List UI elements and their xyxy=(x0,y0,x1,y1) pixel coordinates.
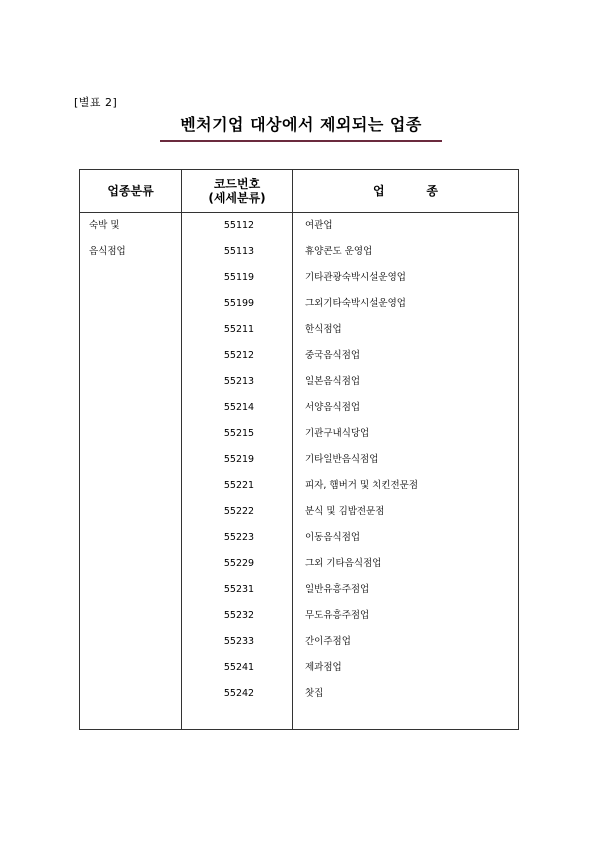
industry-code: 55199 xyxy=(223,298,255,309)
industry-name: 중국음식점업 xyxy=(305,350,361,361)
industry-name: 휴양콘도 운영업 xyxy=(305,246,373,257)
industry-name: 일반유흥주점업 xyxy=(305,584,370,595)
industry-name: 피자, 햄버거 및 치킨전문점 xyxy=(305,480,419,491)
code-list xyxy=(182,213,292,707)
industry-code: 55241 xyxy=(223,662,255,673)
industry-name: 무도유흥주점업 xyxy=(305,610,370,621)
code-cell xyxy=(182,213,293,730)
industry-code: 55231 xyxy=(223,584,255,595)
header-code-line1: 코드번호 xyxy=(213,177,261,191)
category-text: 숙박 및 xyxy=(89,220,120,231)
industry-code: 55222 xyxy=(223,506,255,517)
industry-code: 55214 xyxy=(223,402,255,413)
industry-code: 55219 xyxy=(223,454,255,465)
industry-code: 55119 xyxy=(223,272,255,283)
industry-name: 찻집 xyxy=(305,688,324,699)
table-header-row xyxy=(80,170,519,213)
industry-name: 그외 기타음식점업 xyxy=(305,558,382,569)
header-code xyxy=(182,170,293,213)
industry-code: 55215 xyxy=(223,428,255,439)
category-cell xyxy=(80,213,182,730)
industry-name: 간이주점업 xyxy=(305,636,351,647)
header-category: 업종분류 xyxy=(80,170,182,213)
industry-name: 서양음식점업 xyxy=(305,402,361,413)
category-list xyxy=(80,213,181,265)
industry-code: 55112 xyxy=(223,220,255,231)
industry-code: 55221 xyxy=(223,480,255,491)
industry-code: 55113 xyxy=(223,246,255,257)
industry-name: 일본음식점업 xyxy=(305,376,361,387)
industry-code: 55213 xyxy=(223,376,255,387)
industry-code: 55233 xyxy=(223,636,255,647)
excluded-industries-table xyxy=(79,169,519,730)
page-title: 벤처기업 대상에서 제외되는 업종 xyxy=(180,115,422,134)
industry-name: 한식점업 xyxy=(305,324,342,335)
industry-name: 그외기타숙박시설운영업 xyxy=(305,298,406,309)
industry-cell xyxy=(293,213,519,730)
industry-code: 55242 xyxy=(223,688,255,699)
industry-name: 기타관광숙박시설운영업 xyxy=(305,272,406,283)
header-code-line2: (세세분류) xyxy=(208,191,266,205)
industry-code: 55223 xyxy=(223,532,255,543)
industry-code: 55232 xyxy=(223,610,255,621)
table-body-row xyxy=(80,213,519,730)
header-industry: 업 종 xyxy=(293,170,519,213)
industry-code: 55211 xyxy=(223,324,255,335)
industry-list xyxy=(293,213,518,707)
annex-label: [별표 2] xyxy=(74,96,118,109)
industry-name: 제과점업 xyxy=(305,662,342,673)
category-text: 음식점업 xyxy=(89,246,126,257)
industry-name: 분식 및 김밥전문점 xyxy=(305,506,385,517)
industry-code: 55229 xyxy=(223,558,255,569)
title-underline xyxy=(160,140,442,142)
industry-name: 여관업 xyxy=(305,220,333,231)
industry-name: 기관구내식당업 xyxy=(305,428,370,439)
industry-name: 이동음식점업 xyxy=(305,532,361,543)
industry-name: 기타일반음식점업 xyxy=(305,454,379,465)
industry-code: 55212 xyxy=(223,350,255,361)
